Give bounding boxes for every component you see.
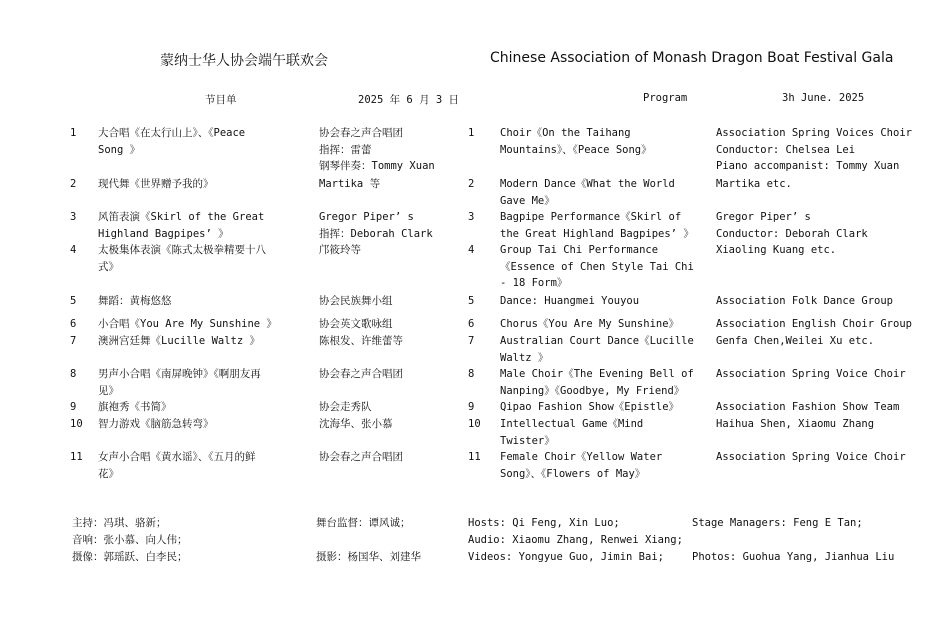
item-title: 男声小合唱《南屏晚钟》《啊朋友再 见》 bbox=[98, 368, 261, 397]
credits-photo-en: Photos: Guohua Yang, Jianhua Liu bbox=[692, 551, 895, 563]
item-performer: Association Folk Dance Group bbox=[716, 295, 894, 307]
item-performer: Gregor Piper’ s 指挥：Deborah Clark bbox=[319, 211, 433, 240]
program-label-en: Program bbox=[643, 92, 688, 104]
item-title: 舞蹈：黄梅悠悠 bbox=[98, 295, 172, 307]
item-number: 4 bbox=[70, 244, 77, 256]
item-number: 6 bbox=[70, 318, 77, 330]
item-title: Choir《On the Taihang Mountains》、《Peace Song》 bbox=[500, 127, 652, 156]
item-number: 8 bbox=[70, 368, 77, 380]
item-title: Female Choir《Yellow Water Song》、《Flowers of May》 bbox=[500, 451, 663, 480]
item-performer: 协会走秀队 bbox=[319, 401, 372, 413]
item-number: 4 bbox=[468, 244, 475, 256]
item-title: 太极集体表演《陈式太极拳精要十八 式》 bbox=[98, 244, 266, 273]
credits-stage-zh: 舞台监督：谭风诚； bbox=[316, 517, 411, 529]
item-title: Modern Dance《What the World Gave Me》 bbox=[500, 178, 675, 207]
item-performer: Association Spring Voice Choir bbox=[716, 451, 906, 463]
item-performer: 协会英文歌咏组 bbox=[319, 318, 393, 330]
item-number: 7 bbox=[70, 335, 77, 347]
item-performer: 沈海华、张小慕 bbox=[319, 418, 393, 430]
item-performer: Haihua Shen, Xiaomu Zhang bbox=[716, 418, 875, 430]
title-chinese: 蒙纳士华人协会端午联欢会 bbox=[160, 53, 328, 69]
item-title: Australian Court Dance《Lucille Waltz 》 bbox=[500, 335, 694, 364]
item-performer: Association English Choir Group bbox=[716, 318, 912, 330]
item-performer: 协会春之声合唱团 bbox=[319, 368, 403, 380]
item-title: 旗袍秀《书简》 bbox=[98, 401, 172, 413]
item-number: 7 bbox=[468, 335, 475, 347]
item-title: 大合唱《在太行山上》、《Peace Song 》 bbox=[98, 127, 246, 156]
item-title: 智力游戏《脑筋急转弯》 bbox=[98, 418, 214, 430]
item-performer: 协会春之声合唱团 指挥：雷蕾 钢琴伴奏：Tommy Xuan bbox=[319, 127, 435, 173]
item-number: 1 bbox=[468, 127, 475, 139]
item-number: 5 bbox=[468, 295, 475, 307]
item-performer: 陈根发、许维蕾等 bbox=[319, 335, 403, 347]
item-number: 3 bbox=[70, 211, 77, 223]
item-title: 小合唱《You Are My Sunshine 》 bbox=[98, 318, 277, 330]
item-number: 9 bbox=[70, 401, 77, 413]
item-number: 9 bbox=[468, 401, 475, 413]
credits-audio-zh: 音响：张小慕、向人伟； bbox=[72, 534, 188, 546]
item-title: Bagpipe Performance《Skirl of the Great Highland Bagpipes’ 》 bbox=[500, 211, 694, 240]
credits-video-en: Videos: Yongyue Guo, Jimin Bai; bbox=[468, 551, 664, 563]
credits-audio-en: Audio: Xiaomu Zhang, Renwei Xiang; bbox=[468, 534, 683, 546]
item-number: 1 bbox=[70, 127, 77, 139]
item-number: 2 bbox=[468, 178, 475, 190]
item-performer: 邝筱玲等 bbox=[319, 244, 361, 256]
date-zh: 2025 年 6 月 3 日 bbox=[358, 94, 460, 106]
item-number: 3 bbox=[468, 211, 475, 223]
item-number: 8 bbox=[468, 368, 475, 380]
item-title: 女声小合唱《黄水谣》、《五月的鲜 花》 bbox=[98, 451, 256, 480]
item-title: Intellectual Game《Mind Twister》 bbox=[500, 418, 644, 447]
item-number: 11 bbox=[468, 451, 481, 463]
item-performer: 协会民族舞小组 bbox=[319, 295, 393, 307]
item-performer: Martika 等 bbox=[319, 178, 381, 190]
item-number: 10 bbox=[70, 418, 83, 430]
credits-hosts-zh: 主持：冯琪、骆新； bbox=[72, 517, 167, 529]
item-performer: Association Fashion Show Team bbox=[716, 401, 900, 413]
program-label-zh: 节目单 bbox=[205, 94, 237, 106]
item-title: 澳洲宫廷舞《Lucille Waltz 》 bbox=[98, 335, 261, 347]
credits-photo-zh: 摄影：杨国华、刘建华 bbox=[316, 551, 421, 563]
date-en: 3h June. 2025 bbox=[782, 92, 865, 104]
item-number: 10 bbox=[468, 418, 481, 430]
item-title: Group Tai Chi Performance 《Essence of Chen Style Tai Chi - 18 Form》 bbox=[500, 244, 694, 290]
item-title: Chorus《You Are My Sunshine》 bbox=[500, 318, 680, 330]
credits-hosts-en: Hosts: Qi Feng, Xin Luo; bbox=[468, 517, 620, 529]
item-number: 2 bbox=[70, 178, 77, 190]
item-number: 5 bbox=[70, 295, 77, 307]
item-performer: Association Spring Voice Choir bbox=[716, 368, 906, 380]
item-title: 现代舞《世界赠予我的》 bbox=[98, 178, 214, 190]
item-performer: Genfa Chen,Weilei Xu etc. bbox=[716, 335, 875, 347]
item-performer: Xiaoling Kuang etc. bbox=[716, 244, 837, 256]
title-english: Chinese Association of Monash Dragon Boat Festival Gala bbox=[490, 50, 894, 66]
item-number: 6 bbox=[468, 318, 475, 330]
credits-stage-en: Stage Managers: Feng E Tan; bbox=[692, 517, 863, 529]
item-performer: 协会春之声合唱团 bbox=[319, 451, 403, 463]
credits-video-zh: 摄像：郭瑶跃、白李民； bbox=[72, 551, 188, 563]
item-performer: Association Spring Voices Choir Conductor: Chelsea Lei Piano accompanist: Tommy Xuan bbox=[716, 127, 912, 173]
item-title: 风笛表演《Skirl of the Great Highland Bagpipes’ 》 bbox=[98, 211, 265, 240]
item-number: 11 bbox=[70, 451, 83, 463]
item-performer: Gregor Piper’ s Conductor: Deborah Clark bbox=[716, 211, 868, 240]
item-performer: Martika etc. bbox=[716, 178, 792, 190]
item-title: Dance: Huangmei Youyou bbox=[500, 295, 640, 307]
item-title: Qipao Fashion Show《Epistle》 bbox=[500, 401, 680, 413]
item-title: Male Choir《The Evening Bell of Nanping》《Goodbye, My Friend》 bbox=[500, 368, 694, 397]
